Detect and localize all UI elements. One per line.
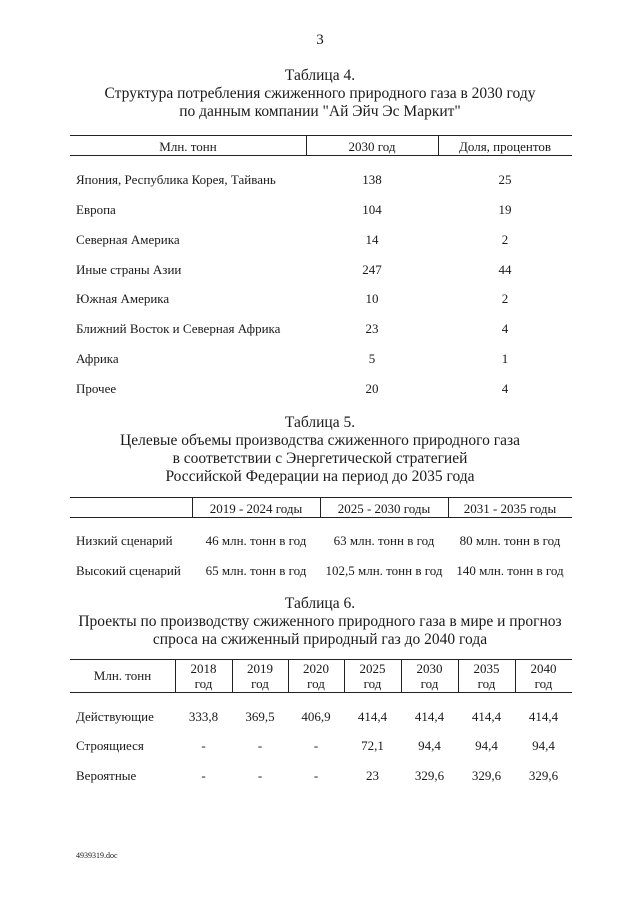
row-share: 1 [501,351,509,366]
row-value: - [313,768,319,783]
row-label: Африка [76,351,119,366]
row-label: Действующие [76,709,154,724]
table6-caption-line: Таблица 6. [284,595,356,612]
year-header-year: 2018 [190,661,217,676]
row-value: 5 [368,351,376,366]
row-value: 329,6 [528,768,559,783]
row-value: 94,4 [532,738,555,753]
row-value: 414,4 [528,709,559,724]
row-value: 94,4 [475,738,498,753]
table6-caption-line: Проекты по производству сжиженного природного газа в мире и прогноз [78,613,562,630]
row-share: 2 [501,291,509,306]
row-value: - [201,738,206,753]
row-value: 104 [362,202,382,217]
year-header-year: 2035 [473,661,500,676]
table4-caption-line: по данным компании "Ай Эйч Эс Маркит" [179,103,461,120]
row-value: 46 млн. тонн в год [205,533,307,548]
table4-caption-line: Структура потребления сжиженного природного газа в 2030 году [104,85,536,102]
row-value: 369,5 [245,709,275,724]
table5-caption-line: Целевые объемы производства сжиженного природного газа [120,432,520,449]
row-value: 329,6 [414,768,445,783]
row-value: - [313,738,319,753]
year-header-year: 2030 [416,661,443,676]
row-label: Япония, Республика Корея, Тайвань [76,172,276,187]
row-label: Низкий сценарий [76,533,173,548]
row-value: 247 [362,262,382,277]
year-header-unit: год [194,676,213,691]
year-header-unit: год [420,676,439,691]
column-header: 2025 - 2030 годы [337,501,431,516]
row-label: Северная Америка [76,232,180,247]
year-header-unit: год [477,676,496,691]
row-value: 65 млн. тонн в год [205,563,307,578]
row-value: - [257,768,263,783]
row-label: Иные страны Азии [76,262,182,277]
year-header-year: 2040 [530,661,557,676]
table5-caption-line: в соответствии с Энергетической стратегией [172,450,468,467]
row-share: 4 [501,381,509,396]
year-header [175,661,232,691]
year-header [232,661,288,691]
row-value: 333,8 [188,709,219,724]
row-share: 19 [498,202,512,217]
year-header [401,661,458,691]
row-value: 23 [366,768,379,783]
row-value: 406,9 [301,709,331,724]
table-rule [70,692,572,693]
row-share: 2 [501,232,509,247]
row-share: 25 [498,172,512,187]
year-header-year: 2020 [303,661,329,676]
row-value: 414,4 [471,709,502,724]
row-value: 94,4 [418,738,441,753]
year-header-unit: год [251,676,269,691]
year-header-year: 2019 [247,661,273,676]
document-footer: 4939319.doc [76,851,118,860]
year-header [515,661,572,691]
column-header: Млн. тонн [93,668,152,683]
column-header: 2030 год [348,139,396,154]
column-header: 2019 - 2024 годы [209,501,303,516]
row-value: 140 млн. тонн в год [456,563,564,578]
row-value: 63 млн. тонн в год [333,533,435,548]
row-value: 14 [365,232,379,247]
table6-caption-line: спроса на сжиженный природный газ до 2040 года [152,631,488,648]
row-value: 23 [365,321,379,336]
row-value: 72,1 [361,738,384,753]
year-header-year: 2025 [359,661,386,676]
year-header [288,661,344,691]
row-value: 80 млн. тонн в год [459,533,561,548]
table-rule [70,659,572,660]
column-header: 2031 - 2035 годы [463,501,557,516]
row-value: 138 [362,172,382,187]
table4-caption-line: Таблица 4. [284,67,356,84]
row-value: 20 [365,381,379,396]
row-value: 414,4 [357,709,388,724]
year-header-unit: год [534,676,553,691]
row-value: 414,4 [414,709,445,724]
row-label: Высокий сценарий [76,563,181,578]
row-value: 102,5 млн. тонн в год [325,563,443,578]
row-label: Строящиеся [76,738,144,753]
row-label: Южная Америка [76,291,170,306]
row-share: 4 [501,321,509,336]
year-header [458,661,515,691]
row-label: Прочее [76,381,117,396]
row-value: - [201,768,206,783]
row-label: Ближний Восток и Северная Африка [76,321,281,336]
year-header-unit: год [363,676,382,691]
row-label: Европа [76,202,116,217]
year-header-unit: год [307,676,325,691]
row-label: Вероятные [76,768,137,783]
row-value: 329,6 [471,768,502,783]
year-header [344,661,401,691]
row-value: 10 [365,291,379,306]
table5-caption-line: Российской Федерации на период до 2035 года [165,468,475,485]
page-number: 3 [316,32,324,48]
column-header: Млн. тонн [159,139,217,154]
table5-caption-line: Таблица 5. [284,414,356,431]
row-share: 44 [498,262,512,277]
column-header: Доля, процентов [459,139,551,154]
row-value: - [257,738,263,753]
